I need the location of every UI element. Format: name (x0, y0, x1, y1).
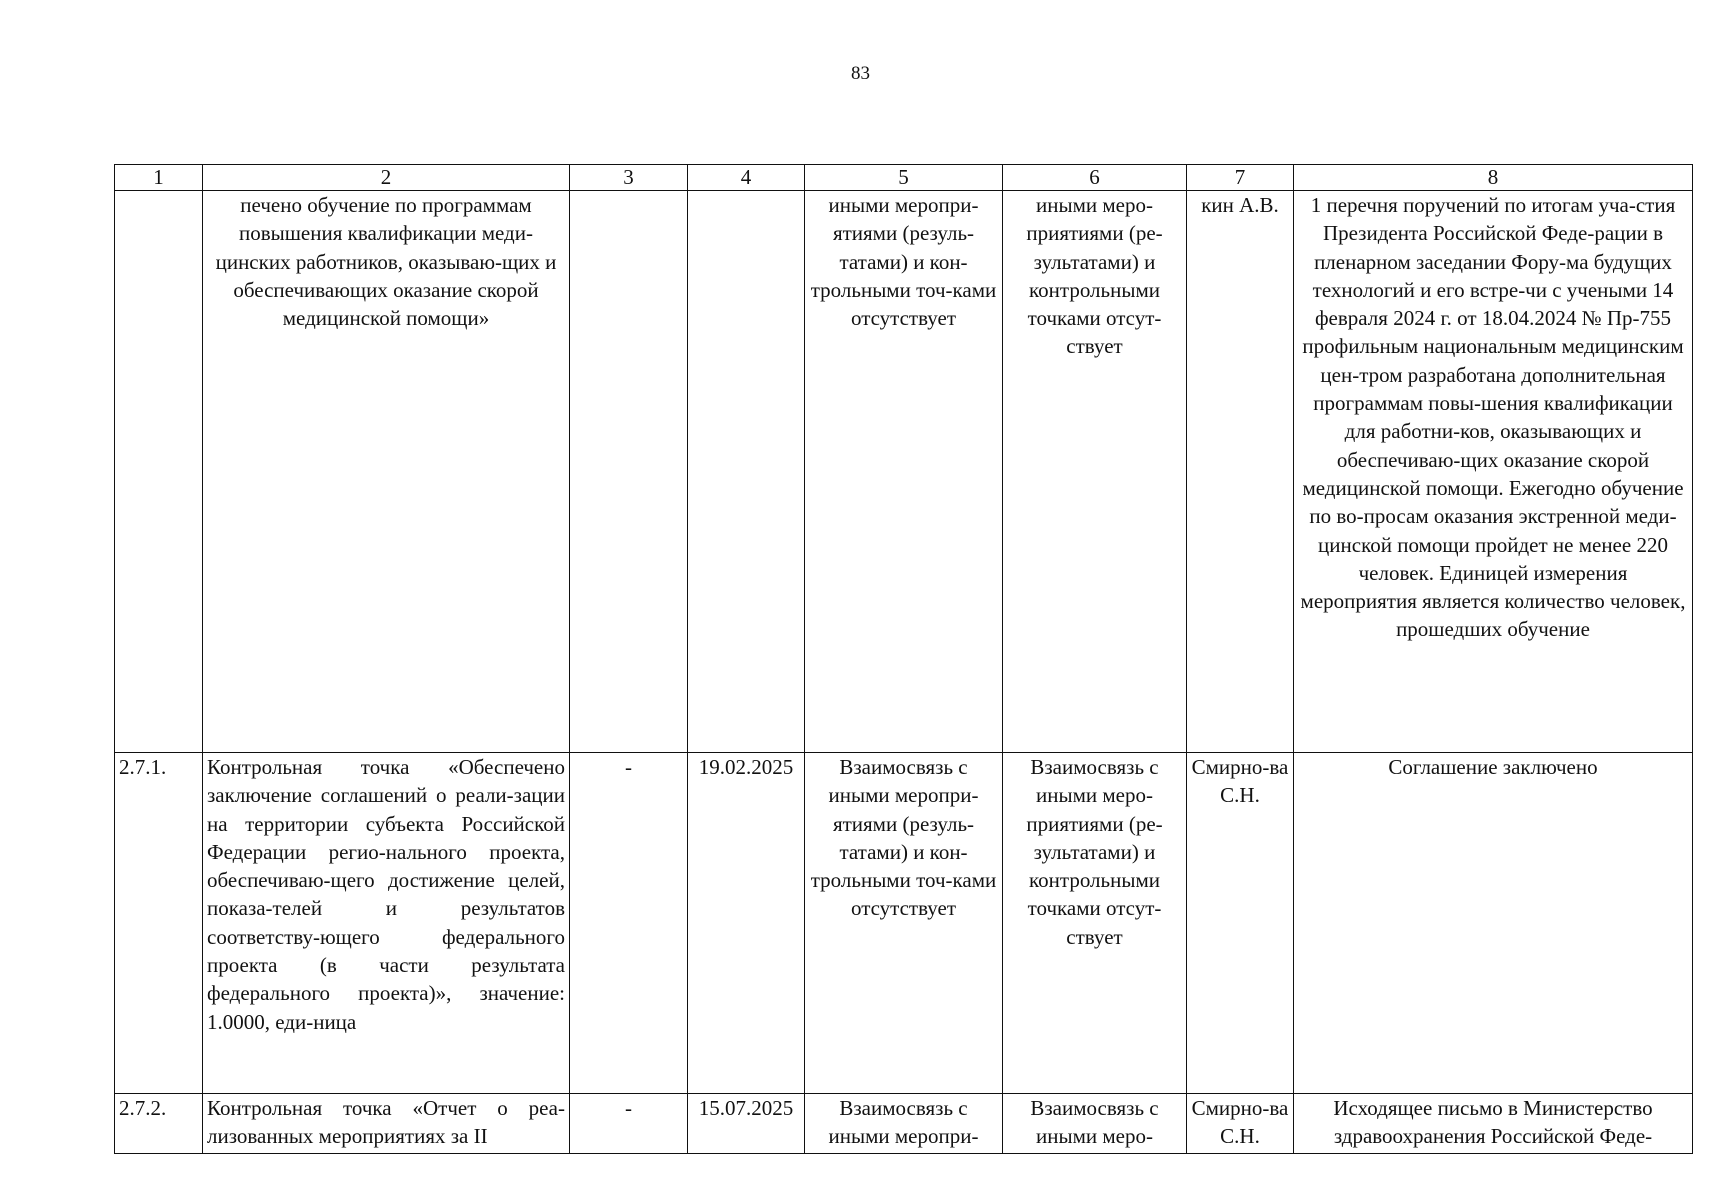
row-responsible: кин А.В. (1187, 191, 1294, 753)
row-col3: - (570, 753, 688, 1094)
col-header-8: 8 (1294, 165, 1693, 191)
col-header-2: 2 (203, 165, 570, 191)
row-date: 19.02.2025 (688, 753, 805, 1094)
row-date: 15.07.2025 (688, 1094, 805, 1154)
row-interrelation-results: Взаимосвязь с иными меропри- (805, 1094, 1003, 1154)
row-interrelation-events: Взаимосвязь с иными меро-приятиями (ре-зультатами) и контрольными точками отсут-ствует (1003, 753, 1187, 1094)
row-interrelation-events: Взаимосвязь с иными меро- (1003, 1094, 1187, 1154)
col-header-4: 4 (688, 165, 805, 191)
col-header-1: 1 (115, 165, 203, 191)
row-description: Контрольная точка «Обеспечено заключение соглашений о реали-зации на территории субъекта Российской Федерации регио-нального проекта, обеспечиваю-щего достижение целей, показа-телей и результатов соответству-ющего федерального проекта (в части результата федерального проекта)», значение: 1.0000, еди-ница (203, 753, 570, 1094)
row-interrelation-results: иными меропри-ятиями (резуль-татами) и кон-трольными точ-ками отсутствует (805, 191, 1003, 753)
plan-table (114, 164, 1693, 1154)
col-header-7: 7 (1187, 165, 1294, 191)
col-header-6: 6 (1003, 165, 1187, 191)
row-col3 (570, 191, 688, 753)
page-number: 83 (851, 63, 870, 84)
row-result: Исходящее письмо в Министерство здравоохранения Российской Феде- (1294, 1094, 1693, 1154)
row-result: 1 перечня поручений по итогам уча-стия Президента Российской Феде-рации в пленарном заседании Фору-ма будущих технологий и его встре-чи с учеными 14 февраля 2024 г. от 18.04.2024 № Пр-755 профильным национальным медицинским цен-тром разработана дополнительная программам повы-шения квалификации для работни-ков, оказывающих и обеспечиваю-щих оказание скорой медицинской помощи. Ежегодно обучение по во-просам оказания экстренной меди-цинской помощи пройдет не менее 220 человек. Единицей измерения мероприятия является количество человек, прошедших обучение (1294, 191, 1693, 753)
row-number (115, 191, 203, 753)
col-header-3: 3 (570, 165, 688, 191)
row-number: 2.7.1. (115, 753, 203, 1094)
row-description: печено обучение по программам повышения квалификации меди-цинских работников, оказываю-щих и обеспечивающих оказание скорой медицинской помощи» (203, 191, 570, 753)
table-row (115, 191, 1693, 753)
row-interrelation-events: иными меро-приятиями (ре-зультатами) и контрольными точками отсут-ствует (1003, 191, 1187, 753)
table-row (115, 753, 1693, 1094)
row-description: Контрольная точка «Отчет о реа-лизованных мероприятиях за II (203, 1094, 570, 1154)
row-col3: - (570, 1094, 688, 1154)
row-interrelation-results: Взаимосвязь с иными меропри-ятиями (резуль-татами) и кон-трольными точ-ками отсутствует (805, 753, 1003, 1094)
col-header-5: 5 (805, 165, 1003, 191)
row-result: Соглашение заключено (1294, 753, 1693, 1094)
row-responsible: Смирно-ва С.Н. (1187, 1094, 1294, 1154)
row-responsible: Смирно-ва С.Н. (1187, 753, 1294, 1094)
row-number: 2.7.2. (115, 1094, 203, 1154)
header-row (115, 165, 1693, 191)
table-row (115, 1094, 1693, 1154)
row-date (688, 191, 805, 753)
